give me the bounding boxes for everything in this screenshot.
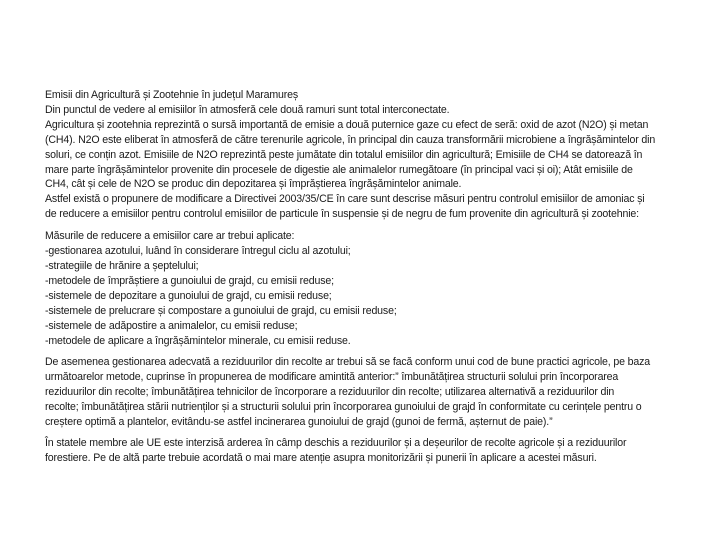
text-line: Astfel există o propunere de modificare a Directivei 2003/35/CE în care sunt descrise măsuri pentru controlul emisiilor de amoniac și <box>45 193 645 206</box>
list-item: -strategiile de hrănire a șeptelului; <box>45 259 199 272</box>
text-line: Din punctul de vedere al emisiilor în atmosferă cele două ramuri sunt total interconectate. <box>45 103 450 116</box>
residues-paragraph <box>45 355 710 430</box>
list-item: -sistemele de adăpostire a animalelor, cu emisii reduse; <box>45 319 298 332</box>
measures-heading: Măsurile de reducere a emisiilor care ar trebui aplicate: <box>45 230 295 243</box>
text-line: De asemenea gestionarea adecvată a reziduurilor din recolte ar trebui să se facă conform unui cod de bune practici agricole, pe baza <box>45 356 651 369</box>
text-line: Agricultura și zootehnia reprezintă o sursă importantă de emisie a două puternice gaze cu efect de seră: oxid de azot (N2O) și metan <box>45 118 649 131</box>
document-body <box>45 88 710 466</box>
closing-paragraph <box>45 436 710 466</box>
text-line: următoarelor metode, cuprinse în propunerea de modificare amintită anterior:” îmbunătățirea structurii solului prin încorporarea <box>45 371 619 384</box>
text-line: În statele membre ale UE este interzisă arderea în câmp deschis a reziduurilor și a deșeurilor de recolte agricole și a reziduurilor <box>45 436 627 449</box>
intro-paragraph <box>45 88 710 222</box>
text-line: recolte; îmbunătățirea stării nutrienților și a structurii solului prin încorporarea gunoiului de grajd în conformitate cu cerințele pentru o <box>45 401 642 414</box>
text-line: forestiere. Pe de altă parte trebuie acordată o mai mare atenție asupra monitorizării și punerii în aplicare a acestei măsuri. <box>45 451 597 464</box>
text-line: mare parte îngrășămintelor provenite din procesele de digestie ale animalelor rumegătoare (în principal vaci și oi); Atât emisiile de <box>45 163 633 176</box>
list-item: -metodele de împrăștiere a gunoiului de grajd, cu emisii reduse; <box>45 274 334 287</box>
text-line: (CH4). N2O este eliberat în atmosferă de către terenurile agricole, în principal din cauza transformării microbiene a îngrășămintelor din <box>45 133 656 146</box>
text-line: CH4, cât și cele de N2O se produc din depozitarea și împrăștierea îngrășămintelor animale. <box>45 178 462 191</box>
text-line: reziduurilor din recolte; îmbunătățirea tehnicilor de încorporare a reziduurilor din recolte; utilizarea alternativă a reziduurilor din <box>45 386 615 399</box>
text-line: soluri, ce conțin azot. Emisiile de N2O reprezintă peste jumătate din totalul emisiilor din agricultură; Emisiile de CH4 se datorează în <box>45 148 643 161</box>
text-line: de reducere a emisiilor pentru controlul emisiilor de particule în suspensie și de negru de fum provenite din agricultură și zootehnie: <box>45 208 639 221</box>
list-item: -sistemele de depozitare a gunoiului de grajd, cu emisii reduse; <box>45 289 332 302</box>
measures-list <box>45 229 710 348</box>
text-line: creștere optimă a plantelor, evitându-se astfel incinerarea gunoiului de grajd (gunoi de fermă, așternut de paie).” <box>45 416 553 429</box>
list-item: -gestionarea azotului, luând în considerare întregul ciclu al azotului; <box>45 245 351 258</box>
list-item: -metodele de aplicare a îngrășămintelor minerale, cu emisii reduse. <box>45 334 351 347</box>
document-title: Emisii din Agricultură și Zootehnie în județul Maramureș <box>45 89 299 101</box>
list-item: -sistemele de prelucrare și compostare a gunoiului de grajd, cu emisii reduse; <box>45 304 397 317</box>
